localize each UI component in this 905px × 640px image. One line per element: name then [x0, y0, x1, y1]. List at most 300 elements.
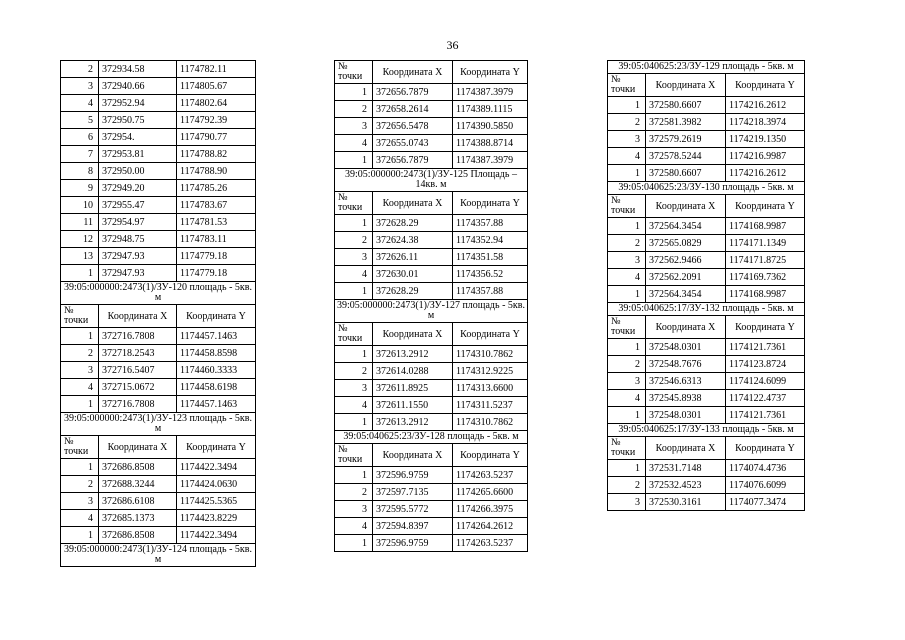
coordinate-y-cell: 1174357.88 [453, 283, 528, 300]
coordinate-x-cell: 372948.75 [99, 231, 177, 248]
coordinate-y-cell: 1174792.39 [177, 112, 256, 129]
coordinate-y-cell: 1174783.67 [177, 197, 256, 214]
header-point-number: № точки [608, 195, 646, 218]
table-row [61, 214, 256, 231]
coordinate-y-cell: 1174121.7361 [726, 339, 805, 356]
point-number-cell: 4 [335, 135, 373, 152]
point-number-cell: 2 [335, 101, 373, 118]
column-middle [334, 60, 527, 552]
table-row [61, 265, 256, 282]
point-number-cell: 1 [608, 165, 646, 182]
point-number-cell: 2 [61, 61, 99, 78]
point-number-cell: 5 [61, 112, 99, 129]
table-row [335, 346, 528, 363]
coordinate-x-cell: 372580.6607 [646, 97, 726, 114]
header-point-number: № точки [61, 305, 99, 328]
point-number-cell: 2 [608, 235, 646, 252]
point-number-cell: 1 [61, 265, 99, 282]
parcel-caption-row [608, 61, 805, 74]
coordinate-y-cell: 1174356.52 [453, 266, 528, 283]
coordinate-y-cell: 1174123.8724 [726, 356, 805, 373]
header-coordinate-x: Координата X [646, 437, 726, 460]
coordinate-x-cell: 372564.3454 [646, 218, 726, 235]
coordinate-x-cell: 372686.8508 [99, 527, 177, 544]
coordinate-x-cell: 372949.20 [99, 180, 177, 197]
coordinate-x-cell: 372546.6313 [646, 373, 726, 390]
table-row [61, 180, 256, 197]
point-number-cell: 3 [335, 118, 373, 135]
point-number-cell: 3 [608, 373, 646, 390]
table-row [61, 95, 256, 112]
header-row [335, 192, 528, 215]
header-row [335, 323, 528, 346]
table-row [608, 339, 805, 356]
coordinate-x-cell: 372950.00 [99, 163, 177, 180]
coordinate-x-cell: 372594.8397 [373, 518, 453, 535]
coordinate-x-cell: 372613.2912 [373, 346, 453, 363]
coordinate-x-cell: 372562.2091 [646, 269, 726, 286]
table-row [335, 484, 528, 501]
table-row [608, 286, 805, 303]
coordinate-y-cell: 1174219.1350 [726, 131, 805, 148]
table-row [335, 232, 528, 249]
header-point-number: № точки [608, 316, 646, 339]
coordinate-x-cell: 372595.5772 [373, 501, 453, 518]
table-row [335, 535, 528, 552]
parcel-caption-row [61, 413, 256, 436]
parcel-caption-row [608, 303, 805, 316]
coordinate-y-cell: 1174422.3494 [177, 527, 256, 544]
coordinate-y-cell: 1174216.2612 [726, 97, 805, 114]
coordinate-y-cell: 1174076.6099 [726, 477, 805, 494]
point-number-cell: 1 [61, 527, 99, 544]
header-coordinate-y: Координата Y [726, 316, 805, 339]
header-point-number: № точки [608, 437, 646, 460]
coordinate-y-cell: 1174264.2612 [453, 518, 528, 535]
point-number-cell: 13 [61, 248, 99, 265]
coordinate-x-cell: 372613.2912 [373, 414, 453, 431]
coordinate-x-cell: 372954.97 [99, 214, 177, 231]
table-row [608, 218, 805, 235]
point-number-cell: 1 [608, 286, 646, 303]
point-number-cell: 4 [61, 379, 99, 396]
table-row [608, 407, 805, 424]
point-number-cell: 2 [335, 484, 373, 501]
coordinate-y-cell: 1174357.88 [453, 215, 528, 232]
table-row [608, 373, 805, 390]
header-point-number: № точки [335, 192, 373, 215]
coordinate-y-cell: 1174457.1463 [177, 328, 256, 345]
coordinate-x-cell: 372934.58 [99, 61, 177, 78]
table-row [335, 215, 528, 232]
coordinate-x-cell: 372955.47 [99, 197, 177, 214]
point-number-cell: 2 [608, 477, 646, 494]
header-point-number: № точки [335, 323, 373, 346]
header-point-number: № точки [335, 444, 373, 467]
coordinate-y-cell: 1174218.3974 [726, 114, 805, 131]
point-number-cell: 1 [608, 97, 646, 114]
coordinate-x-cell: 372532.4523 [646, 477, 726, 494]
parcel-caption: 39:05:000000:2473(1)/ЗУ-125 Площадь – 14кв. м [335, 169, 528, 192]
coordinate-y-cell: 1174168.9987 [726, 286, 805, 303]
coordinate-y-cell: 1174781.53 [177, 214, 256, 231]
coordinate-y-cell: 1174216.2612 [726, 165, 805, 182]
table-row [61, 112, 256, 129]
table-row [61, 345, 256, 362]
coordinate-x-cell: 372626.11 [373, 249, 453, 266]
table-row [608, 460, 805, 477]
table-row [61, 527, 256, 544]
header-row [61, 436, 256, 459]
point-number-cell: 3 [335, 249, 373, 266]
parcel-caption: 39:05:040625:23/ЗУ-129 площадь - 5кв. м [608, 61, 805, 74]
table-row [61, 396, 256, 413]
coordinate-y-cell: 1174457.1463 [177, 396, 256, 413]
point-number-cell: 3 [608, 494, 646, 511]
header-row [608, 437, 805, 460]
point-number-cell: 1 [335, 467, 373, 484]
table-row [61, 129, 256, 146]
coordinate-y-cell: 1174388.8714 [453, 135, 528, 152]
point-number-cell: 1 [61, 396, 99, 413]
header-row [61, 305, 256, 328]
point-number-cell: 3 [61, 362, 99, 379]
column-left [60, 60, 255, 567]
coordinate-x-cell: 372685.1373 [99, 510, 177, 527]
coordinate-y-cell: 1174352.94 [453, 232, 528, 249]
table-row [335, 101, 528, 118]
header-coordinate-x: Координата X [646, 74, 726, 97]
coordinate-x-cell: 372947.93 [99, 265, 177, 282]
parcel-caption: 39:05:000000:2473(1)/ЗУ-127 площадь - 5кв. м [335, 300, 528, 323]
coordinate-table [334, 60, 528, 552]
coordinate-x-cell: 372940.66 [99, 78, 177, 95]
table-row [335, 266, 528, 283]
coordinate-x-cell: 372579.2619 [646, 131, 726, 148]
table-row [608, 131, 805, 148]
coordinate-x-cell: 372658.2614 [373, 101, 453, 118]
table-row [608, 390, 805, 407]
coordinate-x-cell: 372656.7879 [373, 84, 453, 101]
table-row [335, 283, 528, 300]
table-row [608, 97, 805, 114]
coordinate-y-cell: 1174424.0630 [177, 476, 256, 493]
parcel-caption-row [335, 431, 528, 444]
coordinate-x-cell: 372614.0288 [373, 363, 453, 380]
point-number-cell: 6 [61, 129, 99, 146]
point-number-cell: 3 [61, 78, 99, 95]
point-number-cell: 4 [608, 148, 646, 165]
header-row [335, 61, 528, 84]
coordinate-y-cell: 1174263.5237 [453, 467, 528, 484]
header-coordinate-y: Координата Y [453, 192, 528, 215]
coordinate-x-cell: 372597.7135 [373, 484, 453, 501]
coordinate-y-cell: 1174169.7362 [726, 269, 805, 286]
coordinate-y-cell: 1174458.8598 [177, 345, 256, 362]
point-number-cell: 9 [61, 180, 99, 197]
table-row [335, 467, 528, 484]
page-number: 36 [446, 38, 459, 52]
table-row [608, 494, 805, 511]
coordinate-y-cell: 1174788.82 [177, 146, 256, 163]
coordinate-y-cell: 1174265.6600 [453, 484, 528, 501]
coordinate-x-cell: 372688.3244 [99, 476, 177, 493]
coordinate-x-cell: 372716.5407 [99, 362, 177, 379]
coordinate-x-cell: 372611.1550 [373, 397, 453, 414]
coordinate-y-cell: 1174121.7361 [726, 407, 805, 424]
coordinate-y-cell: 1174425.5365 [177, 493, 256, 510]
header-coordinate-x: Координата X [373, 323, 453, 346]
coordinate-x-cell: 372628.29 [373, 215, 453, 232]
coordinate-y-cell: 1174779.18 [177, 265, 256, 282]
coordinate-y-cell: 1174311.5237 [453, 397, 528, 414]
coordinate-y-cell: 1174216.9987 [726, 148, 805, 165]
header-coordinate-y: Координата Y [726, 195, 805, 218]
coordinate-y-cell: 1174077.3474 [726, 494, 805, 511]
parcel-caption-row [608, 182, 805, 195]
parcel-caption-row [608, 424, 805, 437]
header-row [608, 316, 805, 339]
table-row [61, 459, 256, 476]
coordinate-x-cell: 372716.7808 [99, 328, 177, 345]
table-row [335, 363, 528, 380]
table-row [335, 397, 528, 414]
coordinate-y-cell: 1174168.9987 [726, 218, 805, 235]
coordinate-y-cell: 1174312.9225 [453, 363, 528, 380]
table-row [61, 163, 256, 180]
table-row [608, 252, 805, 269]
point-number-cell: 3 [335, 501, 373, 518]
table-row [61, 379, 256, 396]
parcel-caption: 39:05:040625:23/ЗУ-130 площадь - 5кв. м [608, 182, 805, 195]
coordinate-y-cell: 1174310.7862 [453, 346, 528, 363]
point-number-cell: 3 [608, 131, 646, 148]
header-coordinate-y: Координата Y [453, 444, 528, 467]
coordinate-y-cell: 1174802.64 [177, 95, 256, 112]
parcel-caption: 39:05:040625:17/ЗУ-133 площадь - 5кв. м [608, 424, 805, 437]
parcel-caption: 39:05:000000:2473(1)/ЗУ-123 площадь - 5кв. м [61, 413, 256, 436]
header-coordinate-y: Координата Y [453, 61, 528, 84]
table-row [335, 249, 528, 266]
table-row [61, 328, 256, 345]
table-row [335, 518, 528, 535]
point-number-cell: 2 [335, 363, 373, 380]
coordinate-y-cell: 1174313.6600 [453, 380, 528, 397]
coordinate-x-cell: 372718.2543 [99, 345, 177, 362]
table-row [61, 476, 256, 493]
header-coordinate-x: Координата X [646, 195, 726, 218]
header-coordinate-x: Координата X [99, 305, 177, 328]
table-row [61, 78, 256, 95]
point-number-cell: 4 [335, 397, 373, 414]
coordinate-x-cell: 372630.01 [373, 266, 453, 283]
coordinate-y-cell: 1174310.7862 [453, 414, 528, 431]
parcel-caption: 39:05:000000:2473(1)/ЗУ-120 площадь - 5кв. м [61, 282, 256, 305]
coordinate-x-cell: 372656.5478 [373, 118, 453, 135]
coordinate-y-cell: 1174351.58 [453, 249, 528, 266]
coordinate-x-cell: 372545.8938 [646, 390, 726, 407]
coordinate-x-cell: 372656.7879 [373, 152, 453, 169]
coordinate-table [607, 60, 805, 511]
header-coordinate-y: Координата Y [726, 437, 805, 460]
coordinate-x-cell: 372531.7148 [646, 460, 726, 477]
point-number-cell: 1 [335, 215, 373, 232]
table-row [335, 501, 528, 518]
point-number-cell: 1 [61, 459, 99, 476]
table-row [335, 118, 528, 135]
point-number-cell: 4 [61, 95, 99, 112]
point-number-cell: 2 [608, 356, 646, 373]
point-number-cell: 1 [335, 84, 373, 101]
table-row [61, 61, 256, 78]
point-number-cell: 4 [335, 266, 373, 283]
coordinate-x-cell: 372686.8508 [99, 459, 177, 476]
coordinate-x-cell: 372580.6607 [646, 165, 726, 182]
table-row [608, 148, 805, 165]
point-number-cell: 2 [608, 114, 646, 131]
point-number-cell: 3 [61, 493, 99, 510]
table-row [608, 114, 805, 131]
header-coordinate-y: Координата Y [726, 74, 805, 97]
parcel-caption-row [335, 300, 528, 323]
header-row [608, 195, 805, 218]
point-number-cell: 1 [608, 407, 646, 424]
table-row [61, 493, 256, 510]
table-row [608, 269, 805, 286]
coordinate-y-cell: 1174458.6198 [177, 379, 256, 396]
header-coordinate-x: Координата X [646, 316, 726, 339]
coordinate-y-cell: 1174122.4737 [726, 390, 805, 407]
point-number-cell: 4 [608, 269, 646, 286]
header-coordinate-x: Координата X [373, 61, 453, 84]
coordinate-x-cell: 372686.6108 [99, 493, 177, 510]
table-row [61, 510, 256, 527]
coordinate-y-cell: 1174390.5850 [453, 118, 528, 135]
coordinate-y-cell: 1174171.8725 [726, 252, 805, 269]
coordinate-x-cell: 372581.3982 [646, 114, 726, 131]
parcel-caption: 39:05:040625:17/ЗУ-132 площадь - 5кв. м [608, 303, 805, 316]
coordinate-x-cell: 372628.29 [373, 283, 453, 300]
coordinate-y-cell: 1174387.3979 [453, 84, 528, 101]
header-row [608, 74, 805, 97]
header-coordinate-y: Координата Y [177, 305, 256, 328]
coordinate-y-cell: 1174124.6099 [726, 373, 805, 390]
coordinate-x-cell: 372611.8925 [373, 380, 453, 397]
coordinate-x-cell: 372947.93 [99, 248, 177, 265]
coordinate-x-cell: 372548.0301 [646, 407, 726, 424]
point-number-cell: 1 [335, 283, 373, 300]
table-row [61, 248, 256, 265]
header-row [335, 444, 528, 467]
table-row [61, 197, 256, 214]
coordinate-x-cell: 372530.3161 [646, 494, 726, 511]
coordinate-x-cell: 372548.7676 [646, 356, 726, 373]
parcel-caption-row [61, 282, 256, 305]
coordinate-x-cell: 372715.0672 [99, 379, 177, 396]
point-number-cell: 10 [61, 197, 99, 214]
table-row [61, 362, 256, 379]
coordinate-x-cell: 372548.0301 [646, 339, 726, 356]
point-number-cell: 1 [608, 218, 646, 235]
header-point-number: № точки [61, 436, 99, 459]
coordinate-x-cell: 372596.9759 [373, 467, 453, 484]
coordinate-y-cell: 1174263.5237 [453, 535, 528, 552]
header-coordinate-y: Координата Y [453, 323, 528, 346]
point-number-cell: 12 [61, 231, 99, 248]
table-row [61, 231, 256, 248]
table-row [335, 380, 528, 397]
coordinate-y-cell: 1174805.67 [177, 78, 256, 95]
coordinate-y-cell: 1174389.1115 [453, 101, 528, 118]
coordinate-x-cell: 372952.94 [99, 95, 177, 112]
table-row [61, 146, 256, 163]
header-point-number: № точки [335, 61, 373, 84]
coordinate-x-cell: 372624.38 [373, 232, 453, 249]
table-row [335, 135, 528, 152]
coordinate-x-cell: 372950.75 [99, 112, 177, 129]
table-row [608, 235, 805, 252]
coordinate-y-cell: 1174422.3494 [177, 459, 256, 476]
coordinate-y-cell: 1174782.11 [177, 61, 256, 78]
coordinate-y-cell: 1174779.18 [177, 248, 256, 265]
header-coordinate-x: Координата X [99, 436, 177, 459]
column-right [607, 60, 804, 511]
point-number-cell: 4 [335, 518, 373, 535]
coordinate-y-cell: 1174788.90 [177, 163, 256, 180]
point-number-cell: 1 [608, 460, 646, 477]
point-number-cell: 1 [608, 339, 646, 356]
coordinate-y-cell: 1174074.4736 [726, 460, 805, 477]
point-number-cell: 1 [61, 328, 99, 345]
point-number-cell: 8 [61, 163, 99, 180]
parcel-caption: 39:05:000000:2473(1)/ЗУ-124 площадь - 5кв. м [61, 544, 256, 567]
parcel-caption-row [61, 544, 256, 567]
coordinate-x-cell: 372954. [99, 129, 177, 146]
coordinate-x-cell: 372655.0743 [373, 135, 453, 152]
coordinate-y-cell: 1174785.26 [177, 180, 256, 197]
point-number-cell: 11 [61, 214, 99, 231]
point-number-cell: 2 [61, 476, 99, 493]
parcel-caption-row [335, 169, 528, 192]
coordinate-y-cell: 1174783.11 [177, 231, 256, 248]
coordinate-x-cell: 372564.3454 [646, 286, 726, 303]
coordinate-x-cell: 372716.7808 [99, 396, 177, 413]
coordinate-x-cell: 372953.81 [99, 146, 177, 163]
table-row [608, 165, 805, 182]
parcel-caption: 39:05:040625:23/ЗУ-128 площадь - 5кв. м [335, 431, 528, 444]
header-coordinate-y: Координата Y [177, 436, 256, 459]
coordinate-table [60, 60, 256, 567]
coordinate-x-cell: 372562.9466 [646, 252, 726, 269]
table-row [608, 477, 805, 494]
coordinate-y-cell: 1174171.1349 [726, 235, 805, 252]
coordinate-y-cell: 1174266.3975 [453, 501, 528, 518]
point-number-cell: 7 [61, 146, 99, 163]
coordinate-y-cell: 1174460.3333 [177, 362, 256, 379]
coordinate-y-cell: 1174423.8229 [177, 510, 256, 527]
point-number-cell: 3 [608, 252, 646, 269]
point-number-cell: 1 [335, 346, 373, 363]
coordinate-x-cell: 372578.5244 [646, 148, 726, 165]
table-row [335, 152, 528, 169]
point-number-cell: 4 [61, 510, 99, 527]
point-number-cell: 1 [335, 152, 373, 169]
point-number-cell: 2 [61, 345, 99, 362]
point-number-cell: 1 [335, 535, 373, 552]
header-coordinate-x: Координата X [373, 192, 453, 215]
table-row [335, 414, 528, 431]
header-point-number: № точки [608, 74, 646, 97]
